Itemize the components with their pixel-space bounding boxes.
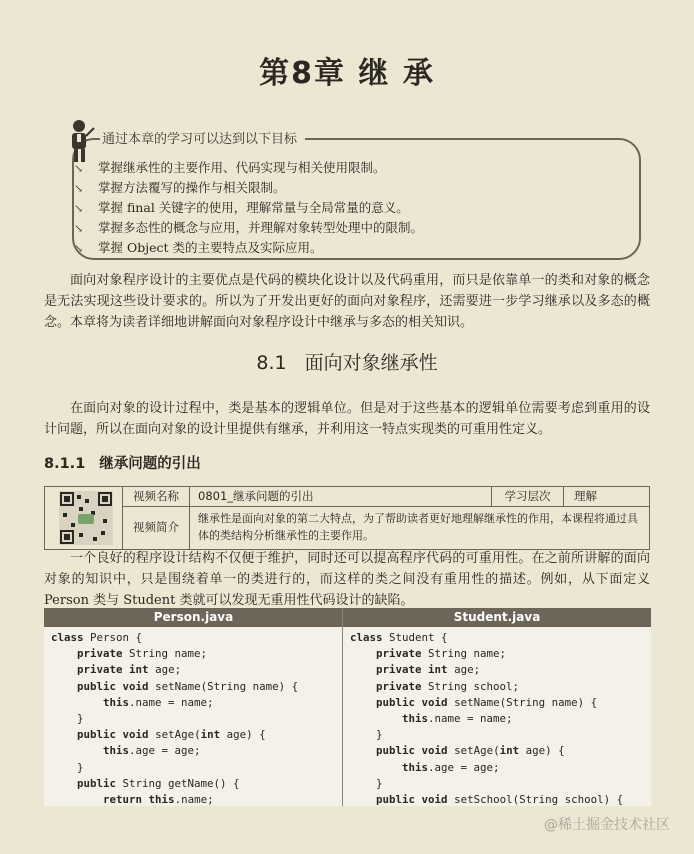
level-value: 理解: [563, 487, 650, 506]
student-code: [343, 627, 651, 808]
code-line: public String getName() {: [77, 776, 240, 790]
video-name-value: 0801_继承问题的引出: [189, 487, 491, 506]
level-label: 学习层次: [491, 487, 563, 506]
section-number: 8.1: [256, 352, 287, 374]
code-line: this.name = name;: [103, 695, 214, 709]
code-line: public void setAge(int age) {: [376, 744, 565, 758]
person-code-panel: [44, 608, 343, 806]
subsection-title: 继承问题的引出: [99, 456, 201, 472]
code-line: }: [51, 712, 84, 726]
video-intro-label: 视频简介: [122, 506, 189, 549]
code-line: class Person {: [51, 631, 143, 644]
arrow-icon: ↘: [74, 162, 84, 175]
code-line: }: [51, 760, 84, 774]
arrow-icon: ↘: [74, 242, 84, 255]
code-line: }: [350, 728, 383, 742]
code-line: class Student {: [350, 631, 448, 644]
section-paragraph: 在面向对象的设计过程中，类是基本的逻辑单位。但是对于这些基本的逻辑单位需要考虑到重用的设计问题，所以在面向对象的设计里提供有继承，并利用这一特点实现类的可重用性定义。: [44, 401, 650, 437]
arrow-icon: ↘: [74, 202, 84, 215]
code-line: private String name;: [376, 647, 507, 661]
code-comparison: [44, 608, 650, 806]
chapter-title: 第8章 继 承: [259, 56, 435, 91]
body-paragraph: 一个良好的程序设计结构不仅便于维护，同时还可以提高程序代码的可重用性。在之前所讲解的面向对象的知识中，只是围绕着单一的类进行的，而这样的类之间没有重用性的描述。例如，从下面定义 Person 类与 Student 类就可以发现无重用性代码设计的缺陷。: [44, 551, 650, 608]
video-name-label: 视频名称: [122, 487, 189, 506]
code-line: private int age;: [77, 663, 182, 677]
code-line: public void setName(String name) {: [77, 679, 299, 693]
intro-paragraph: 面向对象程序设计的主要优点是代码的模块化设计以及代码重用，而只是依靠单一的类和对象的概念是无法实现这些设计要求的。所以为了开发出更好的面向对象程序，还需要进一步学习继承以及多态的概念。本章将为读者详细地讲解面向对象程序设计中继承与多态的相关知识。: [44, 273, 650, 330]
goal-item: ↘ 掌握多态性的概念与应用，并理解对象转型处理中的限制。: [74, 218, 423, 238]
student-file-name: Student.java: [343, 608, 651, 627]
section-title: 面向对象继承性: [304, 352, 438, 374]
video-info-table: [44, 486, 650, 550]
code-line: this.age = age;: [402, 760, 500, 774]
code-line: }: [350, 776, 383, 790]
person-code: [44, 627, 343, 808]
goal-item: ↘ 掌握继承性的主要作用、代码实现与相关使用限制。: [74, 158, 423, 178]
code-line: private String school;: [376, 679, 520, 693]
qr-code-icon[interactable]: [49, 489, 119, 547]
student-code-panel: [342, 608, 651, 806]
code-line: this.name = name;: [402, 712, 513, 726]
goals-list: [74, 158, 423, 258]
watermark: @稀土掘金技术社区: [544, 817, 670, 833]
goal-item: ↘ 掌握 final 关键字的使用，理解常量与全局常量的意义。: [74, 198, 423, 218]
video-intro-value: 继承性是面向对象的第二大特点，为了帮助读者更好地理解继承性的作用，本课程将通过具体的类结构分析继承性的主要作用。: [189, 506, 650, 549]
code-line: private int age;: [376, 663, 481, 677]
goals-heading: 通过本章的学习可以达到以下目标: [100, 128, 305, 147]
person-file-name: Person.java: [44, 608, 343, 627]
arrow-icon: ↘: [74, 182, 84, 195]
code-line: public void setName(String name) {: [376, 695, 598, 709]
section-heading: [0, 348, 694, 375]
code-line: private String name;: [77, 647, 208, 661]
code-line: public void setAge(int age) {: [77, 728, 266, 742]
arrow-icon: ↘: [74, 222, 84, 235]
goal-item: ↘ 掌握 Object 类的主要特点及实际应用。: [74, 238, 423, 258]
code-line: return this.name;: [103, 793, 214, 807]
goal-item: ↘ 掌握方法覆写的操作与相关限制。: [74, 178, 423, 198]
code-line: public void setSchool(String school) {: [376, 793, 624, 807]
subsection-number: 8.1.1: [44, 456, 86, 472]
subsection-heading: [44, 452, 201, 473]
code-line: this.age = age;: [103, 744, 201, 758]
